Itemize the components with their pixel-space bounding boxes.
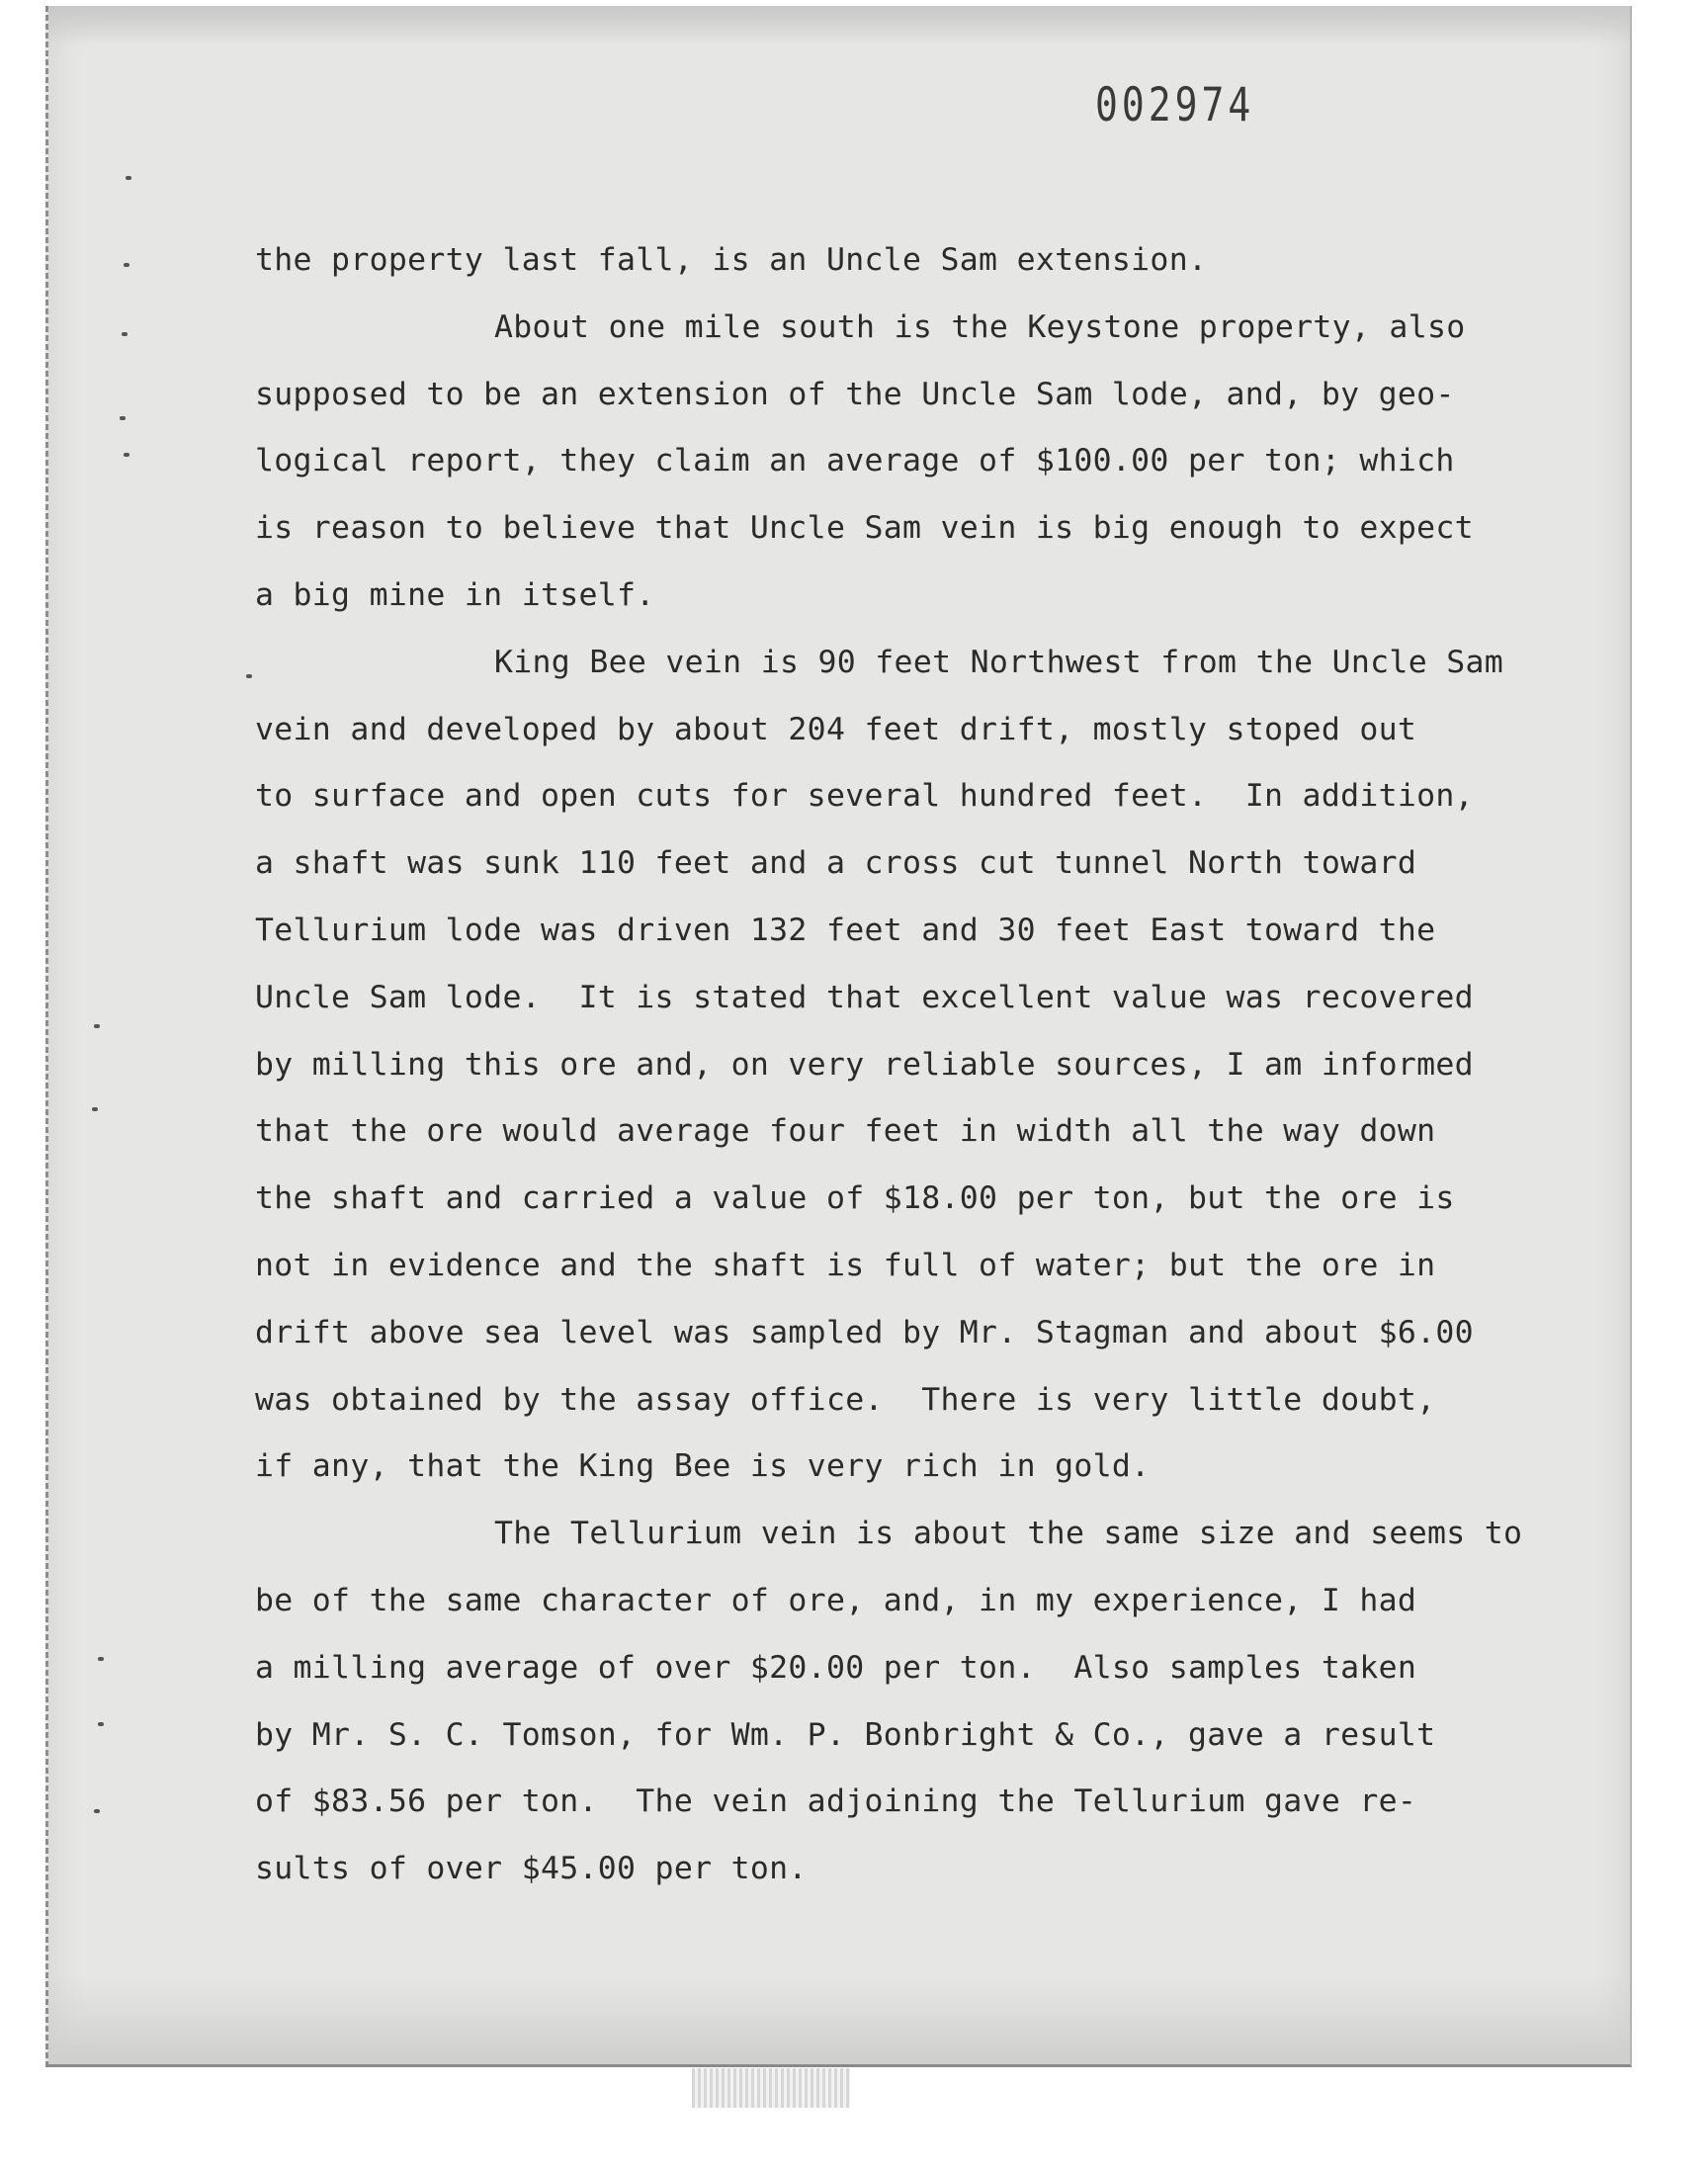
text-line: the shaft and carried a value of $18.00 per ton, but the ore is (255, 1180, 1455, 1217)
punch-mark (122, 332, 128, 336)
text-line: vein and developed by about 204 feet drift, mostly stoped out (255, 711, 1417, 747)
text-line: drift above sea level was sampled by Mr. Stagman and about $6.00 (255, 1314, 1474, 1350)
text-line: that the ore would average four feet in width all the way down (255, 1113, 1436, 1150)
text-line: a big mine in itself. (255, 576, 655, 613)
text-line: Tellurium lode was driven 132 feet and 30 feet East toward the (255, 912, 1436, 948)
punch-mark (124, 453, 129, 457)
text-line: logical report, they claim an average of $100.00 per ton; which (255, 443, 1455, 479)
text-line: supposed to be an extension of the Uncle Sam lode, and, by geo- (255, 376, 1455, 412)
scan-artifact (692, 2068, 850, 2108)
text-line: by Mr. S. C. Tomson, for Wm. P. Bonbright & Co., gave a result (255, 1716, 1436, 1753)
text-line: The Tellurium vein is about the same size and seems to (494, 1516, 1523, 1552)
text-line: of $83.56 per ton. The vein adjoining the Tellurium gave re- (255, 1784, 1417, 1820)
punch-mark (98, 1722, 104, 1726)
text-line: if any, that the King Bee is very rich in gold. (255, 1448, 1151, 1485)
text-line: be of the same character of ore, and, in my experience, I had (255, 1582, 1417, 1618)
punch-mark (124, 263, 129, 267)
text-line: King Bee vein is 90 feet Northwest from the Uncle Sam (494, 644, 1504, 680)
text-line: About one mile south is the Keystone property, also (494, 308, 1466, 345)
punch-mark (92, 1107, 98, 1111)
text-line: sults of over $45.00 per ton. (255, 1851, 808, 1887)
text-line: the property last fall, is an Uncle Sam extension. (255, 242, 1208, 278)
text-line: is reason to believe that Uncle Sam vein is big enough to expect (255, 510, 1474, 547)
text-line: not in evidence and the shaft is full of water; but the ore in (255, 1247, 1436, 1283)
punch-mark (94, 1024, 100, 1028)
text-line: a shaft was sunk 110 feet and a cross cut tunnel North toward (255, 845, 1417, 882)
text-line: Uncle Sam lode. It is stated that excellent value was recovered (255, 979, 1474, 1015)
text-line: to surface and open cuts for several hundred feet. In addition, (255, 778, 1474, 815)
text-line: a milling average of over $20.00 per ton. Also samples taken (255, 1649, 1417, 1686)
punch-mark (126, 176, 131, 180)
text-line: by milling this ore and, on very reliable sources, I am informed (255, 1046, 1474, 1083)
punch-mark (120, 416, 126, 420)
text-line: was obtained by the assay office. There is very little doubt, (255, 1381, 1436, 1418)
page-number: 002974 (1095, 77, 1255, 131)
punch-mark (94, 1809, 100, 1813)
punch-mark (246, 674, 252, 678)
punch-mark (98, 1657, 104, 1661)
typed-letter-body (255, 227, 1609, 1903)
